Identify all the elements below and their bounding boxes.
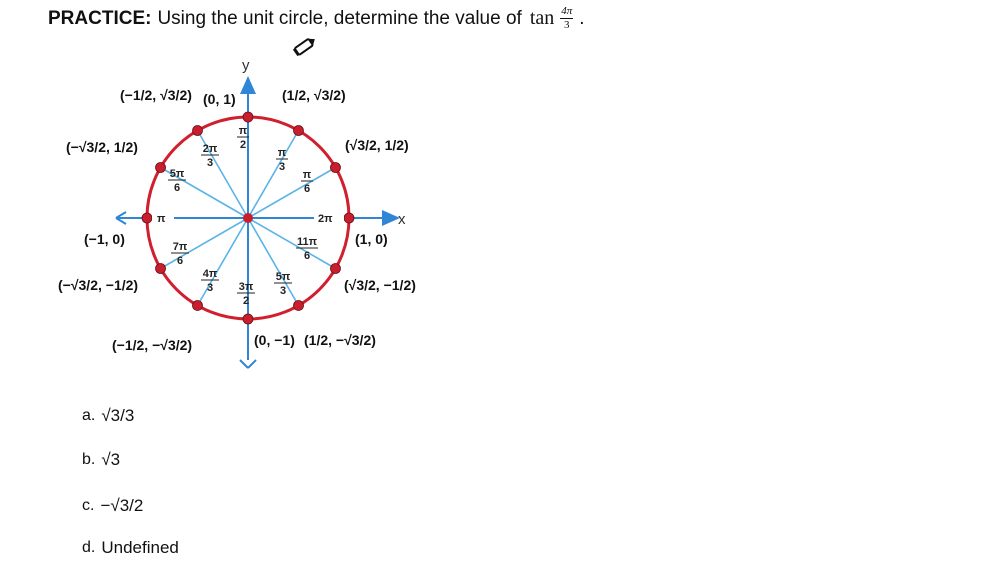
choice-d-letter: d. — [82, 539, 96, 556]
svg-text:6: 6 — [176, 255, 184, 267]
coord-label-9: (0, −1) — [254, 332, 295, 348]
svg-text:3π: 3π — [238, 281, 254, 293]
x-axis-label: x — [398, 211, 406, 228]
angle-label-11pi-6 — [296, 236, 318, 262]
choice-b[interactable] — [82, 450, 120, 470]
angle-label-5pi-3 — [274, 271, 292, 297]
svg-text:π: π — [238, 125, 248, 137]
practice-label: PRACTICE: — [48, 7, 152, 29]
circle-point-9 — [243, 314, 253, 324]
spoke-10 — [248, 218, 299, 305]
circle-point-6 — [142, 213, 152, 223]
svg-text:3: 3 — [206, 282, 214, 294]
angle-label-2pi — [314, 210, 344, 226]
coord-label-2: (1/2, √3/2) — [282, 87, 346, 103]
tan-argument-numerator: 4π — [561, 5, 573, 17]
question-text: Using the unit circle, determine the value of — [157, 7, 522, 29]
svg-text:2π: 2π — [202, 143, 218, 155]
circle-point-0 — [344, 213, 354, 223]
angle-label-4pi-3 — [201, 268, 219, 294]
coordinate-labels — [58, 87, 416, 353]
coord-label-3: (0, 1) — [203, 91, 236, 107]
circle-point-3 — [243, 112, 253, 122]
svg-text:π: π — [302, 169, 312, 181]
svg-text:7π: 7π — [172, 241, 188, 253]
svg-text:3: 3 — [206, 157, 214, 169]
circle-point-11 — [330, 264, 340, 274]
coord-label-5: (−√3/2, 1/2) — [66, 139, 138, 155]
choice-a-letter: a. — [82, 407, 96, 424]
svg-text:2π: 2π — [318, 213, 333, 225]
circle-point-10 — [294, 300, 304, 310]
coord-label-4: (−1/2, √3/2) — [120, 87, 192, 103]
svg-text:11π: 11π — [296, 236, 318, 248]
circle-point-4 — [193, 126, 203, 136]
coord-label-6: (−1, 0) — [84, 231, 125, 247]
svg-text:6: 6 — [173, 182, 181, 194]
choice-c-text: −√3/2 — [100, 496, 144, 515]
circle-point-7 — [156, 264, 166, 274]
svg-text:5π: 5π — [275, 271, 291, 283]
choice-c[interactable] — [82, 496, 143, 516]
circle-point-8 — [193, 300, 203, 310]
coord-label-8: (−1/2, −√3/2) — [112, 337, 193, 353]
svg-text:3: 3 — [278, 161, 286, 173]
circle-point-1 — [330, 163, 340, 173]
y-axis-arrow-down — [240, 360, 248, 368]
svg-text:3: 3 — [279, 285, 287, 297]
choice-b-letter: b. — [82, 451, 96, 468]
svg-text:6: 6 — [303, 183, 311, 195]
svg-text:π: π — [277, 147, 287, 159]
choice-a[interactable] — [82, 406, 134, 426]
angle-label-3pi-2 — [237, 281, 255, 307]
angle-label-2pi-3 — [201, 143, 219, 169]
spoke-2 — [248, 131, 299, 218]
svg-text:2: 2 — [239, 139, 247, 151]
tan-argument-denominator: 3 — [564, 19, 570, 31]
choice-b-text: √3 — [101, 450, 121, 469]
choice-c-letter: c. — [82, 497, 95, 514]
tan-function: tan — [529, 7, 555, 29]
svg-text:6: 6 — [303, 250, 311, 262]
y-axis-label: y — [242, 57, 250, 74]
angle-label-pi — [152, 210, 174, 226]
coord-label-1: (√3/2, 1/2) — [345, 137, 409, 153]
coord-label-11: (√3/2, −1/2) — [344, 277, 416, 293]
svg-text:4π: 4π — [202, 268, 218, 280]
coord-label-7: (−√3/2, −1/2) — [58, 277, 139, 293]
choice-d[interactable] — [82, 538, 179, 558]
choice-d-text: Undefined — [101, 538, 179, 557]
origin-point — [243, 213, 253, 223]
svg-text:π: π — [157, 213, 166, 225]
svg-text:5π: 5π — [169, 168, 185, 180]
circle-point-2 — [294, 126, 304, 136]
coord-label-0: (1, 0) — [355, 231, 388, 247]
y-axis-arrow-down-2 — [248, 360, 256, 368]
choice-a-text: √3/3 — [101, 406, 135, 425]
svg-text:2: 2 — [242, 295, 250, 307]
coord-label-10: (1/2, −√3/2) — [304, 332, 376, 348]
question-end: . — [579, 7, 585, 29]
circle-point-5 — [156, 163, 166, 173]
